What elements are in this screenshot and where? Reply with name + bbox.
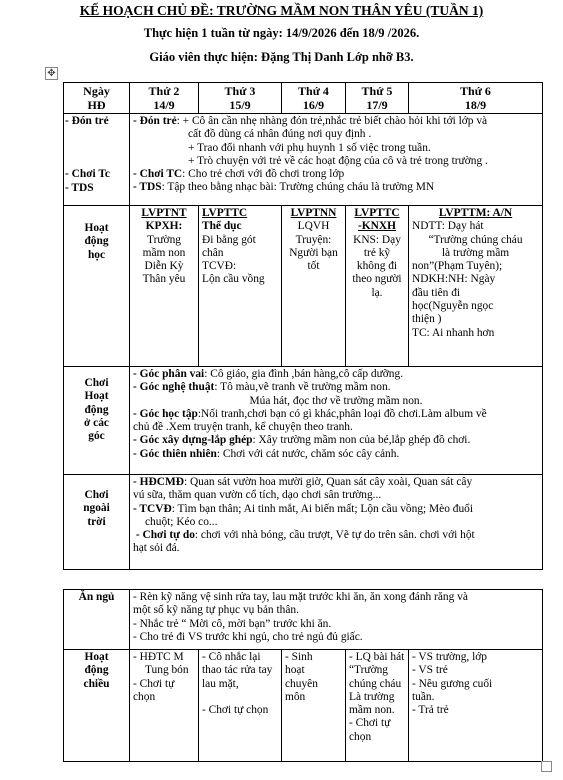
sleep-label: Ăn ngủ bbox=[64, 590, 130, 650]
learning-fri: LVPTTM: A/N NDTT: Dạy hát “Trường chúng cháu là trường mầm non”(Phạm Tuyên); NDKH:NH: Ngày đầu tiên đi học(Nguyễn ngọc thiện ) TC: Ai nhanh hơn bbox=[409, 206, 543, 367]
afternoon-mon: - HĐTC M Tung bón - Chơi tự chọn bbox=[130, 650, 199, 762]
header-day-thu: Thứ 5 17/9 bbox=[346, 83, 409, 114]
sleep-row bbox=[64, 590, 543, 650]
morning-labels: - Đón trẻ - Chơi Tc - TDS bbox=[64, 114, 130, 206]
afternoon-tue: - Cô nhắc lại thao tác rửa tay lau mặt, - Chơi tự chọn bbox=[199, 650, 282, 762]
afternoon-thu: - LQ bài hát “Trường chúng cháu Là trường mầm non. - Chơi tự chọn bbox=[346, 650, 409, 762]
header-day-tue: Thứ 3 15/9 bbox=[199, 83, 282, 114]
outdoor-row bbox=[64, 475, 543, 570]
learning-thu: LVPTTC -KNXH KNS: Dạy trẻ kỹ không đi theo người lạ. bbox=[346, 206, 409, 367]
afternoon-label: Hoạt động chiều bbox=[64, 650, 130, 762]
table-header-row bbox=[64, 83, 543, 114]
header-day-mon: Thứ 2 14/9 bbox=[130, 83, 199, 114]
header-day-wed: Thứ 4 16/9 bbox=[282, 83, 346, 114]
learning-tue: LVPTTC Thể dục Đi bằng gót chân TCVĐ: Lộn cầu vồng bbox=[199, 206, 282, 367]
corners-label: Chơi Hoạt động ở các góc bbox=[64, 367, 130, 475]
afternoon-fri: - VS trường, lớp - VS trẻ - Nêu gương cuối tuần. - Trả trẻ bbox=[409, 650, 543, 762]
learning-label: Hoạt động học bbox=[64, 206, 130, 367]
learning-row bbox=[64, 206, 543, 367]
outdoor-label: Chơi ngoài trời bbox=[64, 475, 130, 570]
corners-content: - Góc phân vai: Cô giáo, gia đình ,bán hàng,cô cấp dưỡng. - Góc nghệ thuật: Tô màu,vẽ tranh về trường mầm non. Múa hát, đọc thơ về trường mầm non. - Góc học tập:Nối tranh,chơi bạn có gì khác,phân loại đồ chơi.Làm album về chủ đề .Xem truyện tranh, kể chuyện theo tranh. - Góc xây dựng-lắp ghép: Xây trường mầm non của bé,lắp ghép đồ chơi. - Góc thiên nhiên: Chơi với cát nước, chăm sóc cây cảnh. bbox=[130, 367, 543, 475]
learning-mon: LVPTNT KPXH: Trường mầm non Diễn Kỳ Thân yêu bbox=[130, 206, 199, 367]
learning-wed: LVPTNN LQVH Truyện: Người bạn tốt bbox=[282, 206, 346, 367]
outdoor-content: - HĐCMĐ: Quan sát vườn hoa mười giờ, Quan sát cây xoài, Quan sát cây vú sữa, thăm quan vườn cổ tích, dạo chơi sân trường... - TCVĐ: Tìm bạn thân; Ai tinh mắt, Ai biến mất; Lộn cầu vồng; Mèo đuổi chuột; Kéo co... - Chơi tự do: chơi với nhà bóng, cầu trượt, Vẽ tự do trên sân. chơi với hột hạt sỏi đá. bbox=[130, 475, 543, 570]
afternoon-wed: - Sinh hoạt chuyên môn bbox=[282, 650, 346, 762]
table-move-handle-icon[interactable]: ✥ bbox=[45, 67, 58, 80]
header-day-fri: Thứ 6 18/9 bbox=[409, 83, 543, 114]
page-title: KẾ HOẠCH CHỦ ĐỀ: TRƯỜNG MẦM NON THÂN YÊU (TUẦN 1) bbox=[79, 3, 484, 18]
header-day-activity: Ngày HĐ bbox=[64, 83, 130, 114]
morning-content: - Đón trẻ: + Cô ân cần nhẹ nhàng đón trẻ,nhắc trẻ biết chào hỏi khi tới lớp và cất đồ dùng cá nhân đúng nơi quy định . + Trao đổi nhanh với phụ huynh 1 số việc trong tuần. + Trò chuyện với trẻ về các hoạt động của cô và trẻ trong trường . - Chơi TC: Cho trẻ chơi với đồ chơi trong lớp - TDS: Tập theo bằng nhạc bài: Trường chúng cháu là trường MN bbox=[130, 114, 543, 206]
corners-row bbox=[64, 367, 543, 475]
morning-row bbox=[64, 114, 543, 206]
teacher-info: Giáo viên thực hiện: Đặng Thị Danh Lớp nhỡ B3. bbox=[149, 50, 414, 64]
afternoon-row bbox=[64, 650, 543, 762]
plan-duration: Thực hiện 1 tuần từ ngày: 14/9/2026 đến 18/9 /2026. bbox=[143, 26, 420, 40]
schedule-table bbox=[63, 82, 543, 570]
table-resize-handle-icon[interactable] bbox=[541, 761, 552, 772]
afternoon-table bbox=[63, 589, 543, 762]
sleep-content: - Rèn kỹ năng vệ sinh rửa tay, lau mặt trước khi ăn, ăn xong đánh răng và một số kỹ năng tự phục vụ bản thân. - Nhắc trẻ “ Mời cô, mời bạn” trước khi ăn. - Cho trẻ đi VS trước khi ngủ, cho trẻ ngủ đủ giấc. bbox=[130, 590, 543, 650]
